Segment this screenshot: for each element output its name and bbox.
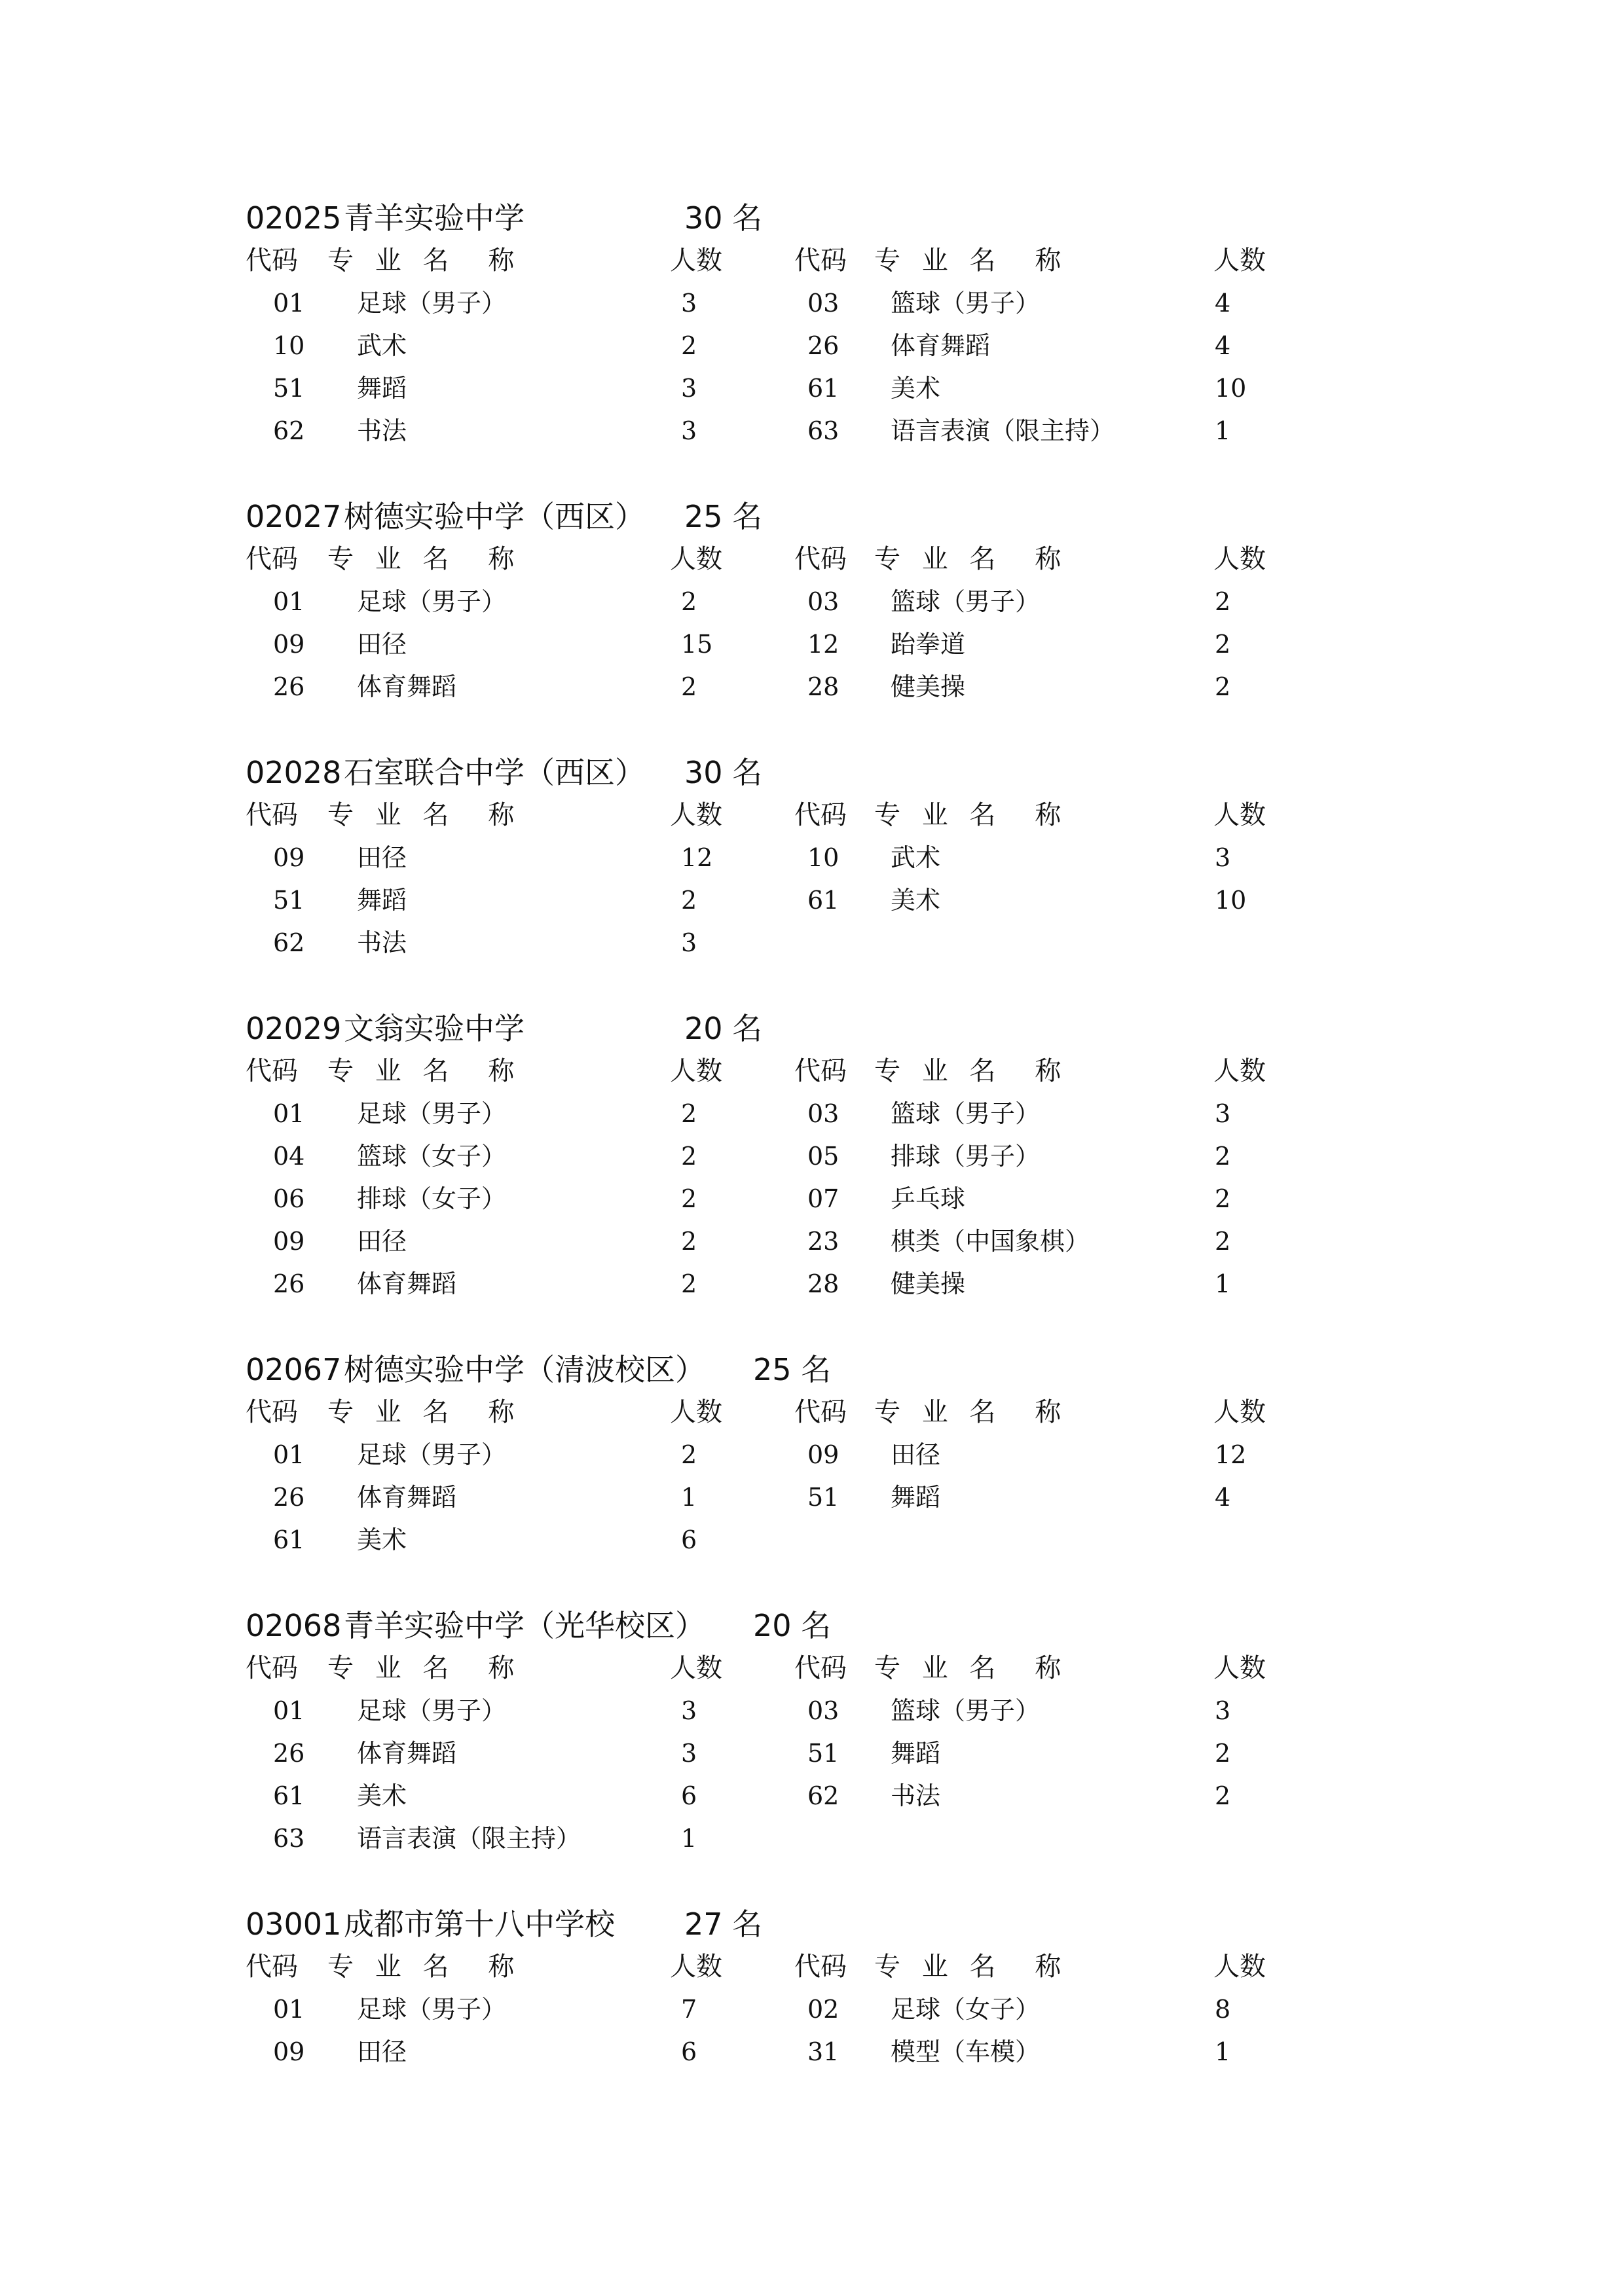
school-quota: 20 名 [684, 1011, 763, 1046]
major-count: 6 [681, 1525, 697, 1554]
major-count: 3 [681, 374, 697, 403]
header-count: 人数 [670, 544, 722, 574]
major-count: 10 [1215, 886, 1247, 915]
table-row [246, 1434, 1359, 1476]
major-code: 01 [273, 289, 305, 318]
major-name: 篮球（男子） [891, 1099, 1041, 1128]
major-count: 6 [681, 2037, 697, 2066]
table-row [246, 282, 1359, 325]
column-header-row [246, 240, 1359, 282]
header-count: 人数 [670, 800, 722, 830]
major-name: 美术 [357, 1781, 407, 1810]
table-row [246, 666, 1359, 708]
table-row [246, 1220, 1359, 1263]
major-code: 31 [807, 2037, 840, 2066]
major-name: 舞蹈 [357, 886, 407, 915]
major-name: 体育舞蹈 [891, 331, 991, 360]
table-row [246, 1817, 1359, 1860]
major-name: 足球（女子） [891, 1995, 1041, 2024]
major-name: 足球（男子） [357, 1696, 507, 1725]
major-name: 体育舞蹈 [357, 1483, 457, 1512]
school-block [246, 196, 1359, 452]
major-name: 书法 [357, 416, 407, 445]
major-count: 3 [681, 416, 697, 445]
school-heading [246, 196, 1359, 240]
column-header-row [246, 538, 1359, 581]
header-name: 专 业 名 称 [874, 1397, 1068, 1427]
table-row [246, 410, 1359, 452]
school-code: 02025 [246, 200, 342, 236]
major-count: 2 [1215, 1142, 1231, 1171]
major-name: 足球（男子） [357, 1995, 507, 2024]
major-name: 足球（男子） [357, 1440, 507, 1469]
major-name: 田径 [891, 1440, 941, 1469]
school-code: 02067 [246, 1352, 342, 1387]
major-code: 10 [273, 331, 305, 360]
major-count: 10 [1215, 374, 1247, 403]
header-name: 专 业 名 称 [327, 1397, 521, 1427]
table-row [246, 325, 1359, 367]
major-code: 03 [807, 587, 840, 616]
school-heading [246, 495, 1359, 538]
major-count: 1 [1215, 1269, 1231, 1298]
major-count: 2 [681, 587, 697, 616]
major-name: 武术 [891, 843, 941, 872]
major-code: 03 [807, 1696, 840, 1725]
major-name: 模型（车模） [891, 2037, 1041, 2066]
major-count: 15 [681, 630, 713, 659]
major-code: 09 [273, 2037, 305, 2066]
school-name: 青羊实验中学（光华校区） [344, 1608, 705, 1643]
school-heading [246, 1903, 1359, 1946]
school-name: 青羊实验中学 [344, 200, 525, 236]
table-row [246, 1263, 1359, 1305]
header-count: 人数 [1213, 800, 1266, 830]
major-count: 3 [1215, 1696, 1231, 1725]
major-count: 1 [1215, 2037, 1231, 2066]
table-row [246, 922, 1359, 964]
school-quota: 30 名 [684, 755, 763, 790]
school-quota: 27 名 [684, 1906, 763, 1942]
school-block [246, 1604, 1359, 1860]
major-count: 2 [681, 886, 697, 915]
table-row [246, 879, 1359, 922]
major-code: 03 [807, 289, 840, 318]
major-code: 51 [273, 374, 305, 403]
table-row [246, 1178, 1359, 1220]
major-name: 乒乓球 [891, 1184, 966, 1213]
major-count: 2 [1215, 672, 1231, 701]
major-name: 跆拳道 [891, 630, 966, 659]
header-name: 专 业 名 称 [327, 1952, 521, 1982]
school-name: 树德实验中学（清波校区） [344, 1352, 705, 1387]
major-name: 体育舞蹈 [357, 1739, 457, 1768]
school-block [246, 495, 1359, 708]
major-count: 3 [1215, 843, 1231, 872]
header-count: 人数 [670, 1952, 722, 1982]
header-count: 人数 [1213, 1952, 1266, 1982]
header-count: 人数 [1213, 1653, 1266, 1683]
major-code: 26 [273, 672, 305, 701]
major-count: 2 [681, 672, 697, 701]
major-name: 书法 [357, 928, 407, 957]
major-code: 05 [807, 1142, 840, 1171]
major-name: 语言表演（限主持） [891, 416, 1115, 445]
major-code: 03 [807, 1099, 840, 1128]
major-count: 3 [681, 1696, 697, 1725]
school-quota: 25 名 [753, 1352, 832, 1387]
major-name: 篮球（男子） [891, 1696, 1041, 1725]
major-count: 4 [1215, 331, 1231, 360]
major-name: 篮球（男子） [891, 587, 1041, 616]
major-count: 6 [681, 1781, 697, 1810]
header-name: 专 业 名 称 [327, 800, 521, 830]
major-code: 63 [273, 1824, 305, 1853]
school-code: 02068 [246, 1608, 342, 1643]
major-name: 田径 [357, 843, 407, 872]
major-name: 体育舞蹈 [357, 672, 457, 701]
header-name: 专 业 名 称 [874, 800, 1068, 830]
header-code: 代码 [246, 544, 298, 574]
header-count: 人数 [670, 246, 722, 276]
major-code: 61 [273, 1525, 305, 1554]
major-code: 09 [273, 1227, 305, 1256]
table-row [246, 837, 1359, 879]
major-count: 12 [681, 843, 713, 872]
school-name: 文翁实验中学 [344, 1011, 525, 1046]
major-code: 01 [273, 1099, 305, 1128]
school-block [246, 1903, 1359, 2073]
major-code: 07 [807, 1184, 840, 1213]
header-name: 专 业 名 称 [874, 1653, 1068, 1683]
major-count: 3 [681, 1739, 697, 1768]
header-code: 代码 [246, 1397, 298, 1427]
major-count: 1 [681, 1824, 697, 1853]
header-count: 人数 [1213, 1397, 1266, 1427]
major-name: 舞蹈 [891, 1483, 941, 1512]
header-name: 专 业 名 称 [874, 246, 1068, 276]
major-name: 棋类（中国象棋） [891, 1227, 1090, 1256]
school-heading [246, 751, 1359, 794]
major-code: 62 [807, 1781, 840, 1810]
major-count: 3 [1215, 1099, 1231, 1128]
header-count: 人数 [670, 1397, 722, 1427]
school-quota: 25 名 [684, 499, 763, 534]
school-name: 石室联合中学（西区） [344, 755, 645, 790]
major-code: 01 [273, 1696, 305, 1725]
school-quota: 30 名 [684, 200, 763, 236]
major-name: 健美操 [891, 672, 966, 701]
header-name: 专 业 名 称 [874, 1056, 1068, 1086]
major-count: 3 [681, 928, 697, 957]
major-name: 篮球（女子） [357, 1142, 507, 1171]
major-count: 2 [681, 1184, 697, 1213]
major-code: 51 [807, 1483, 840, 1512]
major-count: 7 [681, 1995, 697, 2024]
school-heading [246, 1007, 1359, 1050]
header-code: 代码 [246, 800, 298, 830]
major-count: 2 [681, 1227, 697, 1256]
column-header-row [246, 794, 1359, 837]
major-count: 2 [1215, 1184, 1231, 1213]
major-count: 2 [1215, 630, 1231, 659]
school-name: 成都市第十八中学校 [344, 1906, 615, 1942]
school-quota: 20 名 [753, 1608, 832, 1643]
major-name: 舞蹈 [891, 1739, 941, 1768]
major-name: 武术 [357, 331, 407, 360]
school-code: 02027 [246, 499, 342, 534]
major-name: 篮球（男子） [891, 289, 1041, 318]
header-name: 专 业 名 称 [327, 1056, 521, 1086]
major-code: 26 [273, 1483, 305, 1512]
major-code: 12 [807, 630, 840, 659]
major-code: 06 [273, 1184, 305, 1213]
school-block [246, 751, 1359, 964]
major-code: 28 [807, 672, 840, 701]
column-header-row [246, 1946, 1359, 1988]
major-code: 02 [807, 1995, 840, 2024]
major-count: 2 [681, 1099, 697, 1128]
major-code: 62 [273, 416, 305, 445]
major-code: 63 [807, 416, 840, 445]
header-count: 人数 [1213, 1056, 1266, 1086]
school-code: 02028 [246, 755, 342, 790]
school-name: 树德实验中学（西区） [344, 499, 645, 534]
school-block [246, 1007, 1359, 1305]
major-code: 10 [807, 843, 840, 872]
major-code: 01 [273, 1440, 305, 1469]
column-header-row [246, 1647, 1359, 1690]
major-count: 2 [1215, 1781, 1231, 1810]
header-name: 专 业 名 称 [327, 544, 521, 574]
major-count: 12 [1215, 1440, 1247, 1469]
major-count: 2 [681, 331, 697, 360]
header-code: 代码 [246, 1056, 298, 1086]
school-heading [246, 1348, 1359, 1391]
column-header-row [246, 1391, 1359, 1434]
major-code: 09 [807, 1440, 840, 1469]
major-count: 4 [1215, 289, 1231, 318]
major-code: 28 [807, 1269, 840, 1298]
major-count: 2 [681, 1269, 697, 1298]
header-code: 代码 [246, 1952, 298, 1982]
major-code: 09 [273, 630, 305, 659]
major-name: 健美操 [891, 1269, 966, 1298]
table-row [246, 1093, 1359, 1135]
school-heading [246, 1604, 1359, 1647]
header-code: 代码 [794, 1397, 847, 1427]
table-row [246, 1519, 1359, 1561]
major-name: 足球（男子） [357, 587, 507, 616]
header-name: 专 业 名 称 [327, 1653, 521, 1683]
header-code: 代码 [794, 544, 847, 574]
major-code: 26 [273, 1739, 305, 1768]
table-row [246, 1476, 1359, 1519]
major-name: 语言表演（限主持） [357, 1824, 581, 1853]
major-count: 4 [1215, 1483, 1231, 1512]
table-row [246, 1732, 1359, 1775]
table-row [246, 623, 1359, 666]
header-code: 代码 [794, 1952, 847, 1982]
table-row [246, 1690, 1359, 1732]
header-name: 专 业 名 称 [874, 1952, 1068, 1982]
major-name: 足球（男子） [357, 1099, 507, 1128]
major-count: 2 [1215, 1739, 1231, 1768]
major-name: 美术 [357, 1525, 407, 1554]
table-row [246, 2031, 1359, 2073]
major-count: 3 [681, 289, 697, 318]
major-count: 2 [1215, 1227, 1231, 1256]
table-row [246, 1775, 1359, 1817]
header-count: 人数 [670, 1653, 722, 1683]
header-code: 代码 [246, 1653, 298, 1683]
major-count: 2 [681, 1440, 697, 1469]
major-name: 舞蹈 [357, 374, 407, 403]
column-header-row [246, 1050, 1359, 1093]
header-code: 代码 [794, 246, 847, 276]
major-code: 01 [273, 587, 305, 616]
major-code: 51 [273, 886, 305, 915]
major-count: 8 [1215, 1995, 1231, 2024]
school-code: 03001 [246, 1906, 342, 1942]
major-name: 美术 [891, 374, 941, 403]
major-name: 体育舞蹈 [357, 1269, 457, 1298]
major-code: 61 [807, 886, 840, 915]
table-row [246, 581, 1359, 623]
header-name: 专 业 名 称 [327, 246, 521, 276]
major-code: 62 [273, 928, 305, 957]
major-name: 美术 [891, 886, 941, 915]
major-code: 09 [273, 843, 305, 872]
major-count: 1 [681, 1483, 697, 1512]
table-row [246, 1135, 1359, 1178]
header-code: 代码 [246, 246, 298, 276]
major-count: 2 [681, 1142, 697, 1171]
header-code: 代码 [794, 1056, 847, 1086]
header-count: 人数 [1213, 246, 1266, 276]
header-code: 代码 [794, 800, 847, 830]
major-code: 26 [273, 1269, 305, 1298]
major-code: 26 [807, 331, 840, 360]
school-block [246, 1348, 1359, 1561]
major-count: 1 [1215, 416, 1231, 445]
major-name: 书法 [891, 1781, 941, 1810]
major-name: 排球（男子） [891, 1142, 1041, 1171]
major-name: 排球（女子） [357, 1184, 507, 1213]
major-code: 61 [807, 374, 840, 403]
header-count: 人数 [670, 1056, 722, 1086]
major-name: 足球（男子） [357, 289, 507, 318]
major-code: 01 [273, 1995, 305, 2024]
major-name: 田径 [357, 2037, 407, 2066]
major-code: 61 [273, 1781, 305, 1810]
table-row [246, 367, 1359, 410]
table-row [246, 1988, 1359, 2031]
header-code: 代码 [794, 1653, 847, 1683]
major-name: 田径 [357, 1227, 407, 1256]
major-code: 23 [807, 1227, 840, 1256]
header-count: 人数 [1213, 544, 1266, 574]
school-code: 02029 [246, 1011, 342, 1046]
header-name: 专 业 名 称 [874, 544, 1068, 574]
major-count: 2 [1215, 587, 1231, 616]
major-code: 04 [273, 1142, 305, 1171]
major-code: 51 [807, 1739, 840, 1768]
major-name: 田径 [357, 630, 407, 659]
